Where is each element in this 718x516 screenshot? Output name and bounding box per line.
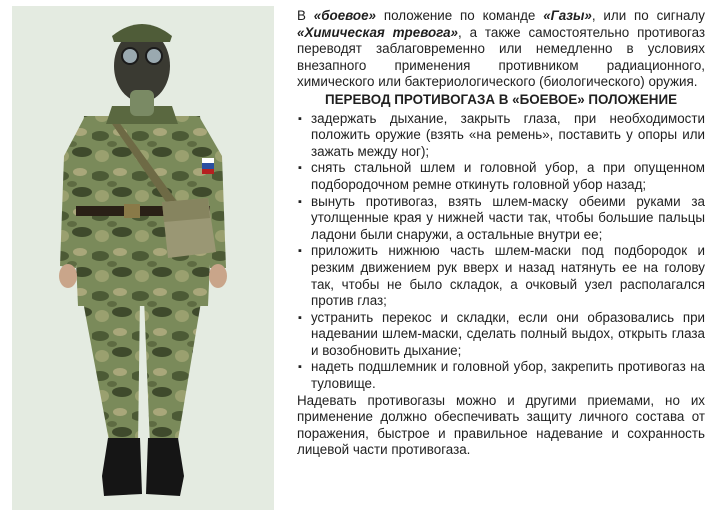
step-item <box>297 359 705 392</box>
intro-emphasis-combat: «боевое» <box>313 8 376 23</box>
step-text: надеть подшлемник и головной убор, закрепить противогаз на туловище. <box>311 359 705 392</box>
intro-emphasis-alarm: «Химическая тревога» <box>297 24 458 40</box>
step-text: задержать дыхание, закрыть глаза, при необходимости положить оружие (взять «на ремень», поставить у опоры или зажать между ног); <box>311 110 705 159</box>
intro-emphasis-gases: «Газы» <box>543 8 592 23</box>
step-item <box>297 310 705 360</box>
intro-text-1: В <box>297 8 314 23</box>
intro-text-2: положение по команде <box>375 8 544 23</box>
bullet-icon: ▪ <box>298 195 302 208</box>
closing-paragraph: Надевать противогазы можно и другими приемами, но их применение должно обеспечивать защиту личного состава от поражения, быстрое и правильное надевание и сохранность лицевой части противогаза. <box>297 392 705 458</box>
bullet-icon: ▪ <box>298 162 302 175</box>
intro-text-3: , или по сигналу <box>591 8 706 23</box>
step-item <box>297 194 705 244</box>
intro-paragraph <box>297 8 705 91</box>
bullet-icon: ▪ <box>298 361 302 374</box>
bullet-icon: ▪ <box>298 112 302 125</box>
step-text: приложить нижнюю часть шлем-маски под подбородок и резким движением рук вверх и назад натянуть ее на голову так, чтобы не было складок, а очковый узел располагался против глаз; <box>311 243 705 309</box>
bullet-icon: ▪ <box>298 311 302 324</box>
step-text: устранить перекос и складки, если они образовались при надевании шлем-маски, сделать полный выдох, открыть глаза и возобновить дыхание; <box>311 309 705 358</box>
soldier-in-gas-mask-illustration <box>12 6 274 510</box>
bullet-icon: ▪ <box>298 245 302 258</box>
step-text: снять стальной шлем и головной убор, а при опущенном подбородочном ремне откинуть головной убор назад; <box>311 160 705 192</box>
step-item <box>297 160 705 193</box>
soldier-photo-panel <box>12 6 274 510</box>
section-title: ПЕРЕВОД ПРОТИВОГАЗА В «БОЕВОЕ» ПОЛОЖЕНИЕ <box>324 91 678 107</box>
step-text: вынуть противогаз, взять шлем-маску обеими руками за утолщенные края у нижней части так, чтобы большие пальцы ладони были снаружи, а остальные внутри ее; <box>311 193 705 242</box>
step-item <box>297 111 705 161</box>
instruction-text-panel <box>297 8 705 459</box>
step-item <box>297 243 705 309</box>
intro-text-4: , а также самостоятельно противогаз переводят заблаговременно или немедленно в условиях внезапного применения противником радиационного, химического или бактериологического (биологического) оружия. <box>297 24 706 90</box>
steps-list <box>297 111 705 393</box>
